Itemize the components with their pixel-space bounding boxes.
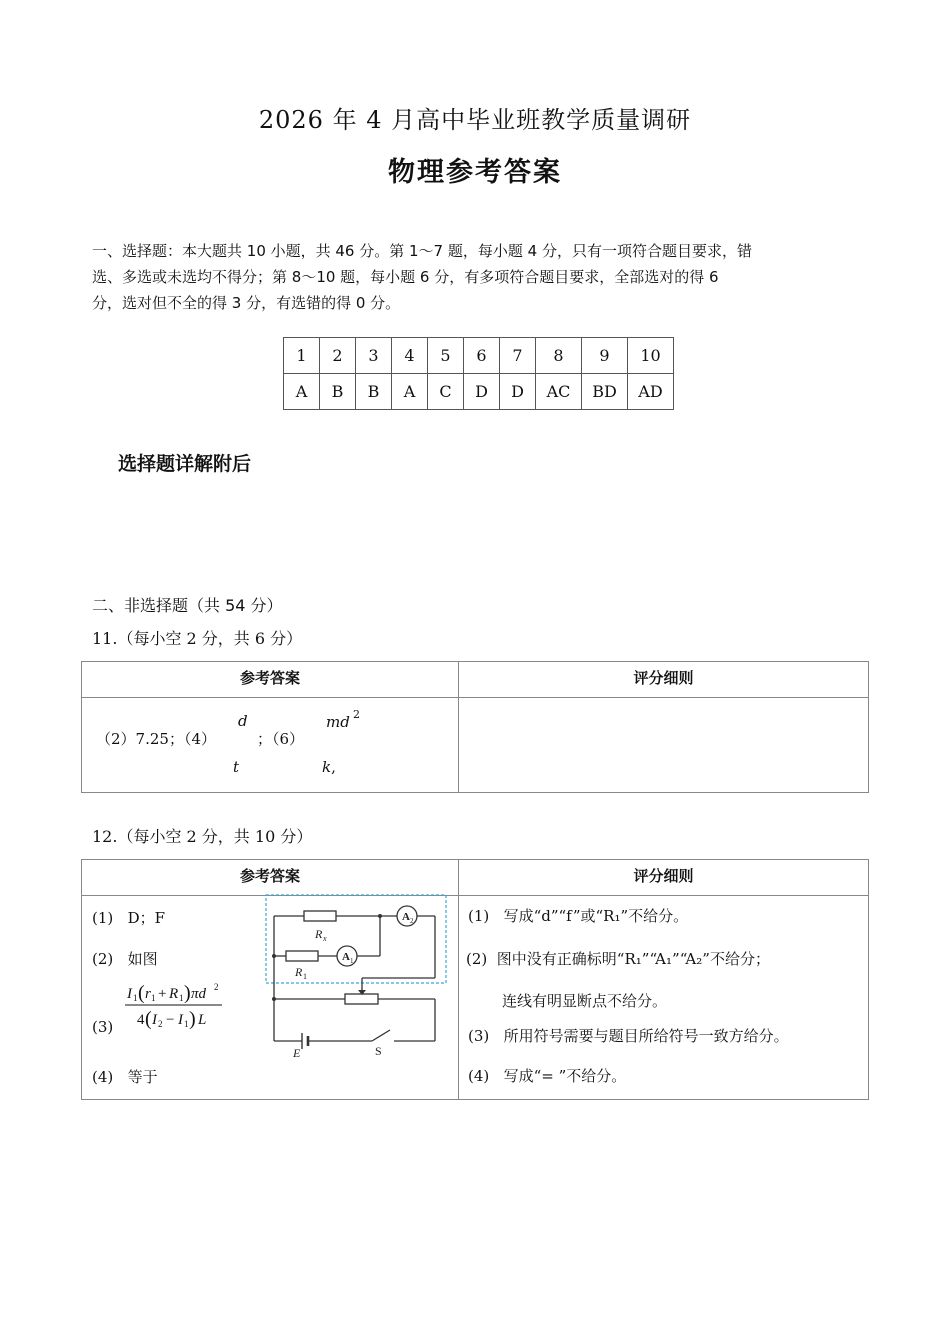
q11-frac2-superscript: 2 (353, 708, 360, 721)
junction-dot (378, 914, 382, 918)
answer-key: A (284, 374, 320, 410)
formula-r1: r (145, 986, 151, 1002)
q11-separator: ；（6） (257, 730, 305, 748)
detail-note: 选择题详解附后 (118, 453, 252, 475)
answer-key: D (464, 374, 500, 410)
page-title: 2026 年 4 月高中毕业班教学质量调研 (258, 106, 692, 134)
formula-R1: R (169, 986, 179, 1002)
q11-frac2-numerator: md (326, 713, 350, 731)
answer-key: B (320, 374, 356, 410)
q12-rule-2-continued: 连线有明显断点不给分。 (502, 992, 668, 1010)
q12-rule-4 (468, 1065, 626, 1086)
formula-minus: − (166, 1012, 175, 1028)
answer-number-row (284, 338, 674, 374)
label-rx: R (315, 927, 323, 941)
formula-paren: ( (138, 982, 145, 1004)
answer-text: 等于 (127, 1068, 158, 1086)
q11-frac2-denominator: k (322, 758, 332, 776)
formula-I1b: I (178, 1012, 183, 1028)
answer-table (283, 337, 674, 410)
question-number: 1 (284, 338, 320, 374)
answer-key: C (428, 374, 464, 410)
junction-dot (272, 997, 276, 1001)
rule-number: (2) (466, 950, 488, 968)
q12-rule-3 (468, 1025, 789, 1046)
q12-formula (122, 978, 232, 1036)
formula-paren: ) (184, 982, 191, 1004)
q12-rule-1 (468, 905, 688, 926)
label-s: S (375, 1044, 382, 1058)
q12-rule-2 (466, 948, 770, 969)
rule-number: (1) (468, 907, 490, 925)
answer-key: B (356, 374, 392, 410)
answer-key: AD (628, 374, 674, 410)
formula-sub: 1 (151, 993, 156, 1003)
q12-label: 12.（每小空 2 分，共 10 分） (92, 827, 313, 846)
rule-text: 所用符号需要与题目所给符号一致方给分。 (503, 1027, 789, 1045)
rule-number: (4) (468, 1067, 490, 1085)
formula-sub: 1 (133, 993, 138, 1003)
answer-number: (2) (92, 950, 114, 968)
section1-intro (92, 238, 868, 316)
q11-frac1-denominator: t (233, 758, 240, 776)
q11-answer-text: （2）7.25；（4） (96, 730, 216, 748)
formula-sub: 1 (179, 993, 184, 1003)
label-r1: R (295, 965, 303, 979)
answer-key: A (392, 374, 428, 410)
answer-number: (1) (92, 909, 114, 927)
intro-line: 分，选对但不全的得 3 分，有选错的得 0 分。 (92, 294, 401, 312)
header-divider (82, 697, 868, 698)
formula-I2: I (152, 1012, 157, 1028)
formula-sup: 2 (214, 982, 219, 992)
measurement-section-outline (266, 895, 446, 983)
question-number: 7 (500, 338, 536, 374)
rule-number: (3) (468, 1027, 490, 1045)
rule-text: 图中没有正确标明“R₁”“A₁”“A₂”不给分； (496, 950, 770, 968)
formula-four: 4 (137, 1012, 145, 1028)
col-answer-header: 参考答案 (239, 867, 300, 885)
rheostat (345, 994, 378, 1004)
answer-key-row (284, 374, 674, 410)
question-number: 5 (428, 338, 464, 374)
q12-table (81, 859, 869, 1100)
junction-dot (272, 954, 276, 958)
formula-pid: πd (191, 986, 207, 1002)
col-answer-header: 参考答案 (239, 669, 300, 687)
q12-answer-3-number: (3) (92, 1018, 114, 1036)
page-subtitle: 物理参考答案 (388, 157, 562, 188)
q12-answer-4 (92, 1066, 158, 1087)
question-number: 6 (464, 338, 500, 374)
q11-label: 11.（每小空 2 分，共 6 分） (92, 629, 303, 648)
question-number: 8 (536, 338, 582, 374)
col-rules-header: 评分细则 (633, 669, 694, 687)
question-number: 9 (582, 338, 628, 374)
answer-number: (4) (92, 1068, 114, 1086)
answer-text: 如图 (127, 950, 158, 968)
question-number: 4 (392, 338, 428, 374)
label-a1: A (342, 951, 350, 963)
answer-key: D (500, 374, 536, 410)
label-rx-sub: x (323, 934, 327, 943)
intro-line: 选、多选或未选均不得分；第 8～10 题，每小题 6 分，有多项符合题目要求，全部选对的得 6 (92, 268, 719, 286)
formula-I1: I (127, 986, 132, 1002)
formula-sub: 1 (184, 1019, 189, 1029)
rule-text: 写成“d”“f”或“R₁”不给分。 (503, 907, 689, 925)
answer-text: D；F (127, 909, 165, 927)
q11-frac2-end: , (331, 758, 336, 776)
formula-L: L (198, 1012, 207, 1028)
resistor-r1 (286, 951, 318, 961)
question-number: 2 (320, 338, 356, 374)
formula-paren: ) (189, 1008, 196, 1030)
q12-answer-1 (92, 907, 165, 928)
col-rules-header: 评分细则 (633, 867, 694, 885)
formula-paren: ( (145, 1008, 152, 1030)
label-r1-sub: 1 (303, 972, 307, 981)
q11-table (81, 661, 869, 793)
label-a2-sub: 2 (410, 917, 414, 925)
question-number: 3 (356, 338, 392, 374)
q12-circuit-diagram (262, 890, 452, 1065)
intro-line: 一、选择题：本大题共 10 小题，共 46 分。第 1～7 题，每小题 4 分，只有一项符合题目要求，错 (92, 242, 752, 260)
answer-key: AC (536, 374, 582, 410)
switch-blade (372, 1030, 390, 1041)
formula-sub: 2 (158, 1019, 163, 1029)
q11-frac1-numerator: d (238, 712, 248, 730)
label-e: E (293, 1046, 301, 1060)
header-divider (82, 895, 868, 896)
rule-text: 写成“= ”不给分。 (503, 1067, 627, 1085)
answer-key: BD (582, 374, 628, 410)
q11-frac2-denominator-group (322, 758, 336, 776)
formula-plus: + (158, 986, 167, 1002)
label-a1-sub: 1 (350, 957, 354, 965)
q12-answer-2 (92, 948, 158, 969)
question-number: 10 (628, 338, 674, 374)
resistor-rx (304, 911, 336, 921)
section2-heading: 二、非选择题（共 54 分） (92, 596, 283, 615)
label-a2: A (402, 911, 410, 923)
